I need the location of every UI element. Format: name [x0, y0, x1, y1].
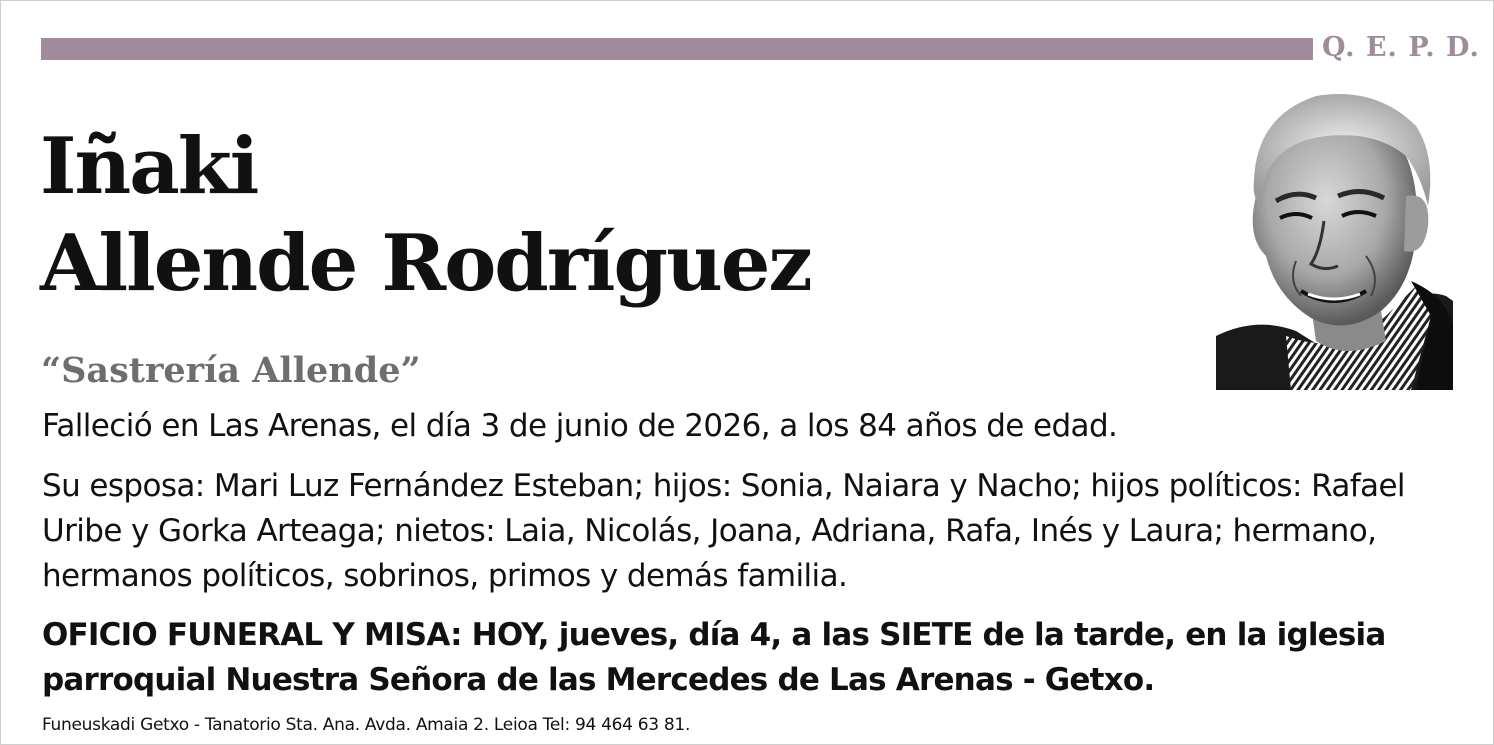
death-notice: Falleció en Las Arenas, el día 3 de junio de 2026, a los 84 años de edad. [42, 408, 1118, 444]
first-name: Iñaki [40, 121, 258, 212]
portrait-photo-icon [1216, 86, 1453, 390]
funeral-info: OFICIO FUNERAL Y MISA: HOY, jueves, día 4, a las SIETE de la tarde, en la iglesia parroquial Nuestra Señora de las Mercedes de Las Arenas - Getxo. [42, 617, 1386, 698]
header-bar [41, 38, 1313, 60]
surnames: Allende Rodríguez [40, 218, 811, 309]
qepd-label: Q. E. P. D. [1322, 32, 1480, 63]
family-list: Su esposa: Mari Luz Fernández Esteban; hijos: Sonia, Naiara y Nacho; hijos políticos: Rafael Uribe y Gorka Arteaga; nietos: Laia, Nicolás, Joana, Adriana, Rafa, Inés y Laura; hermano, hermanos políticos, sobrinos, primos y demás familia. [42, 468, 1405, 594]
funeral-home-footer: Funeuskadi Getxo - Tanatorio Sta. Ana. Avda. Amaia 2. Leioa Tel: 94 464 63 81. [42, 715, 691, 735]
nickname: “Sastrería Allende” [41, 350, 421, 391]
